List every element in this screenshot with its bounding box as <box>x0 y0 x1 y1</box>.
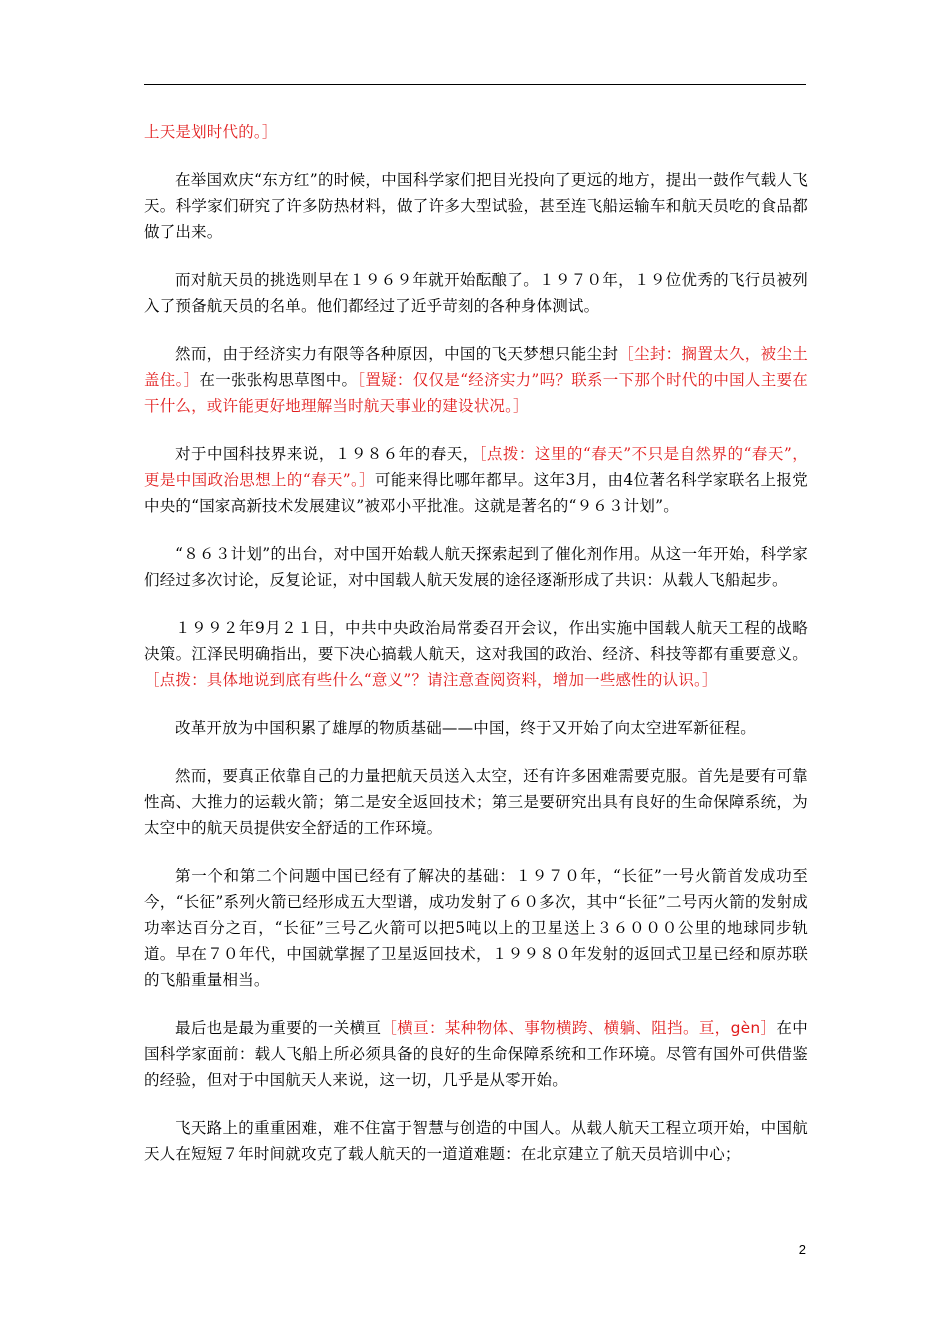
paragraph <box>144 715 808 741</box>
body-text: 改革开放为中国积累了雄厚的物质基础——中国，终于又开始了向太空进军新征程。 <box>175 719 756 737</box>
body-text: 在中国科学家面前：载人飞船上所必须具备的良好的生命保障系统和工作环境。尽管有国外可供借鉴的经验，但对于中国航天人来说，这一切，几乎是从零开始。 <box>144 1019 808 1089</box>
body-text: 而对航天员的挑选则早在１９６９年就开始酝酿了。１９７０年，１９位优秀的飞行员被列入了预备航天员的名单。他们都经过了近乎苛刻的各种身体测试。 <box>144 271 808 315</box>
paragraph <box>144 267 808 319</box>
annotation-text: gèn <box>730 1019 761 1037</box>
annotation-text: ［置疑：仅仅是“经济实力”吗？联系一下那个时代的中国人主要在干什么，或许能更好地理解当时航天事业的建设状况。］ <box>144 371 808 415</box>
paragraph <box>144 763 808 841</box>
paragraph <box>144 119 808 145</box>
annotation-text: 上天是划时代的。］ <box>144 123 278 141</box>
annotation-text: ［点拨：具体地说到底有些什么“意义”？请注意查阅资料，增加一些感性的认识。］ <box>144 671 718 689</box>
paragraph <box>144 615 808 693</box>
body-text: 第一个和第二个问题中国已经有了解决的基础：１９７０年，“长征”一号火箭首发成功至今，“长征”系列火箭已经形成五大型谱，成功发射了６０多次，其中“长征”二号丙火箭的发射成功率达百分之百，“长征”三号乙火箭可以把5吨以上的卫星送上３６０００公里的地球同步轨道。早在７０年代，中国就掌握了卫星返回技术，１９９８０年发射的返回式卫星已经和原苏联的飞船重量相当。 <box>144 867 808 989</box>
page-number: 2 <box>798 1242 806 1257</box>
annotation-text: ［点拨：这里的“春天”不只是自然界的“春天”，更是中国政治思想上的“春天”。］ <box>144 445 808 489</box>
body-text: 然而，要真正依靠自己的力量把航天员送入太空，还有许多困难需要克服。首先是要有可靠性高、大推力的运载火箭；第二是安全返回技术；第三是要研究出具有良好的生命保障系统，为太空中的航天员提供安全舒适的工作环境。 <box>144 767 808 837</box>
paragraph <box>144 167 808 245</box>
annotation-text: ［横亘：某种物体、事物横跨、横躺、阻挡。亘， <box>381 1019 731 1037</box>
paragraph <box>144 441 808 519</box>
body-text: 在举国欢庆“东方红”的时候，中国科学家们把目光投向了更远的地方，提出一鼓作气载人飞天。科学家们研究了许多防热材料，做了许多大型试验，甚至连飞船运输车和航天员吃的食品都做了出来。 <box>144 171 808 241</box>
document-body <box>144 119 808 1189</box>
body-text: “８６３计划”的出台，对中国开始载人航天探索起到了催化剂作用。从这一年开始，科学家们经过多次讨论，反复论证，对中国载人航天发展的途径逐渐形成了共识：从载人飞船起步。 <box>144 545 808 589</box>
body-text: 飞天路上的重重困难，难不住富于智慧与创造的中国人。从载人航天工程立项开始，中国航天人在短短７年时间就攻克了载人航天的一道道难题：在北京建立了航天员培训中心； <box>144 1119 808 1163</box>
body-text: 然而，由于经济实力有限等各种原因，中国的飞天梦想只能尘封 <box>175 345 619 363</box>
body-text: 对于中国科技界来说，１９８６年的春天， <box>175 445 479 463</box>
body-text: 在一张张构思草图中。 <box>199 371 358 389</box>
body-text: 最后也是最为重要的一关横亘 <box>175 1019 382 1037</box>
annotation-text: ］ <box>760 1019 777 1037</box>
paragraph <box>144 541 808 593</box>
paragraph <box>144 341 808 419</box>
body-text: １９９２年9月２１日，中共中央政治局常委召开会议，作出实施中国载人航天工程的战略决策。江泽民明确指出，要下决心搞载人航天，这对我国的政治、经济、科技等都有重要意义。 <box>144 619 808 663</box>
paragraph <box>144 1015 808 1093</box>
header-rule <box>144 84 806 85</box>
paragraph <box>144 863 808 993</box>
paragraph <box>144 1115 808 1167</box>
body-text: 可能来得比哪年都早。这年3月，由4位著名科学家联名上报党中央的“国家高新技术发展建议”被邓小平批准。这就是著名的“９６３计划”。 <box>144 471 808 515</box>
annotation-text: ［尘封：搁置太久，被尘土盖住。］ <box>144 345 808 389</box>
